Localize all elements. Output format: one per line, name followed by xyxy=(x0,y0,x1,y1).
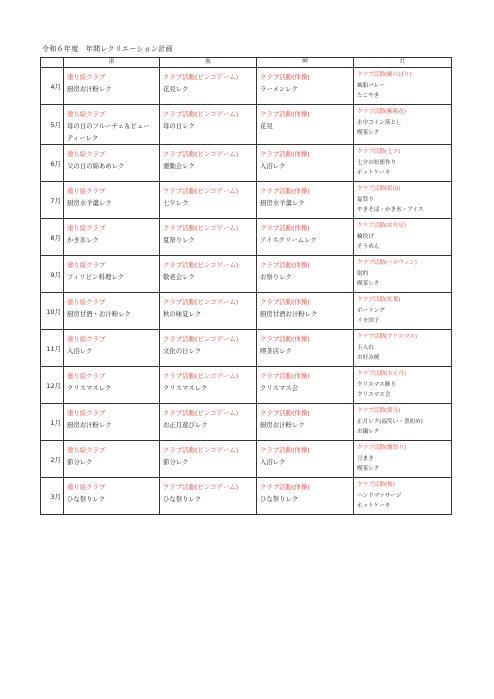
event-text: 敬老会レク xyxy=(163,273,195,281)
event-text: 喫茶店レク xyxy=(260,347,292,355)
club-activity-text: クラブ活動(ビンゴゲーム) xyxy=(163,187,239,195)
plan-cell-c3 xyxy=(257,182,354,219)
club-activity-text: クラブ活動(体操) xyxy=(260,150,310,158)
event-text: フィリピン料理レク xyxy=(67,273,124,281)
club-activity-text: 塗り絵クラブ xyxy=(67,335,106,343)
cell-content xyxy=(257,441,353,468)
event-text: ラーメンレク xyxy=(260,85,298,93)
event-text: 喫茶レク xyxy=(357,281,380,287)
club-activity-text: 塗り絵クラブ xyxy=(67,73,106,81)
event-text: 七夕の短冊作り xyxy=(357,159,397,166)
month-label: 6月 xyxy=(41,145,64,182)
event-text: ひな祭りレク xyxy=(163,495,202,503)
plan-cell-c1 xyxy=(64,293,160,330)
event-text: 厨房お汁粉レク xyxy=(67,85,112,93)
table-row xyxy=(41,293,452,330)
recreation-plan-table xyxy=(40,57,452,515)
event-text: お正月遊びレク xyxy=(163,421,208,429)
event-text: 入浴レク xyxy=(67,347,93,355)
plan-cell-c3 xyxy=(257,219,354,256)
cell-content xyxy=(64,330,159,357)
plan-cell-c3 xyxy=(257,330,354,367)
club-activity-text: クラブ活動(糖のぼり) xyxy=(357,72,412,78)
cell-content xyxy=(257,145,353,172)
table-row xyxy=(41,367,452,404)
event-text: 厨房甘酒お汁粉レク xyxy=(260,310,318,318)
plan-cell-c1 xyxy=(64,182,160,219)
month-label: 4月 xyxy=(41,68,64,105)
plan-cell-c4 xyxy=(354,145,452,182)
cell-content xyxy=(64,68,159,95)
header-wataru: 航 xyxy=(160,58,257,68)
month-label: 12月 xyxy=(41,367,64,404)
event-text: 厨房お汁粉レク xyxy=(67,421,112,429)
event-text: 風船バレー xyxy=(357,82,385,89)
event-text: 豆まき xyxy=(357,455,374,462)
event-text: 夏祭り xyxy=(357,196,374,203)
table-row xyxy=(41,182,452,219)
table-row xyxy=(41,219,452,256)
club-activity-text: クラブ活動(ビンゴゲーム) xyxy=(163,409,239,417)
plan-cell-c4 xyxy=(354,182,452,219)
event-text: 秋の味覚レク xyxy=(163,310,202,318)
event-text: ホットケーキ xyxy=(357,503,391,509)
plan-cell-c2 xyxy=(160,293,257,330)
cell-content xyxy=(354,478,451,512)
header-corner xyxy=(41,58,64,68)
event-text: かき氷レク xyxy=(67,236,99,244)
event-text: 花見レク xyxy=(163,85,189,93)
plan-cell-c4 xyxy=(354,404,452,441)
event-text: 文化の日レク xyxy=(163,347,202,355)
cell-content xyxy=(257,68,353,95)
plan-cell-c3 xyxy=(257,478,354,515)
cell-content xyxy=(64,367,159,394)
club-activity-text: 塗り絵クラブ xyxy=(67,409,106,417)
event-text: 節分レク xyxy=(67,458,93,466)
event-text: ティーレク xyxy=(67,134,99,142)
event-text: 節分レク xyxy=(163,458,189,466)
cell-content xyxy=(354,145,451,179)
event-text: ハンドマッサージ xyxy=(357,492,402,499)
club-activity-text: 塗り絵クラブ xyxy=(67,187,106,195)
club-activity-text: クラブ活動(お正月) xyxy=(357,371,407,377)
event-text: 喫茶レク xyxy=(357,466,380,472)
event-text: アイスクリームレク xyxy=(260,236,317,244)
event-text: クリスマス会 xyxy=(357,392,391,398)
table-row xyxy=(41,404,452,441)
cell-content xyxy=(160,367,256,394)
event-text: 水中コイン落とし xyxy=(357,119,402,126)
event-text: 正月レク(福笑い・書初め) xyxy=(357,418,423,425)
club-activity-text: クラブ活動(体操) xyxy=(260,483,310,491)
plan-cell-c2 xyxy=(160,478,257,515)
cell-content xyxy=(160,68,256,95)
plan-cell-c4 xyxy=(354,219,452,256)
plan-cell-c3 xyxy=(257,256,354,293)
club-activity-text: クラブ活動(ビンゴゲーム) xyxy=(163,446,239,454)
club-activity-text: 塗り絵クラブ xyxy=(67,372,106,380)
plan-cell-c1 xyxy=(64,330,160,367)
cell-content xyxy=(354,68,451,102)
event-text: お好み焼 xyxy=(357,355,380,361)
cell-content xyxy=(257,478,353,505)
cell-content xyxy=(354,219,451,253)
club-activity-text: クラブ活動(ビンゴゲーム) xyxy=(163,150,239,158)
event-text: ホットケーキ xyxy=(357,170,391,176)
plan-cell-c3 xyxy=(257,105,354,145)
plan-cell-c4 xyxy=(354,441,452,478)
cell-content xyxy=(64,478,159,505)
event-text: クリスマスレク xyxy=(67,384,112,392)
club-activity-text: クラブ活動(体操) xyxy=(260,335,310,343)
cell-content xyxy=(160,105,256,132)
plan-cell-c2 xyxy=(160,219,257,256)
event-text: 厨房お汁粉レク xyxy=(260,421,305,429)
cell-content xyxy=(160,441,256,468)
club-activity-text: 塗り絵クラブ xyxy=(67,298,106,306)
club-activity-text: クラブ活動(体操) xyxy=(260,73,310,81)
table-row xyxy=(41,145,452,182)
cell-content xyxy=(160,256,256,283)
plan-cell-c3 xyxy=(257,441,354,478)
club-activity-text: 塗り絵クラブ xyxy=(67,150,106,158)
event-text: クリスマス飾り xyxy=(357,381,396,388)
club-activity-text: クラブ活動(ビンゴゲーム) xyxy=(163,372,239,380)
plan-cell-c4 xyxy=(354,293,452,330)
month-label: 3月 xyxy=(41,478,64,515)
event-text: 運動会レク xyxy=(163,162,195,170)
club-activity-text: クラブ活動(絹扇) xyxy=(357,186,401,192)
plan-cell-c1 xyxy=(64,145,160,182)
event-text: 射的 xyxy=(357,270,369,277)
event-text: 厨房水羊羹レク xyxy=(260,199,305,207)
plan-cell-c1 xyxy=(64,219,160,256)
cell-content xyxy=(257,330,353,357)
plan-cell-c1 xyxy=(64,478,160,515)
cell-content xyxy=(257,367,353,394)
plan-cell-c4 xyxy=(354,478,452,515)
plan-cell-c2 xyxy=(160,68,257,105)
event-text: たこやき xyxy=(357,93,380,99)
cell-content xyxy=(354,293,451,327)
plan-cell-c2 xyxy=(160,105,257,145)
event-text: クリスマスレク xyxy=(163,384,208,392)
cell-content xyxy=(257,182,353,209)
header-akari: 灯 xyxy=(354,58,452,68)
club-activity-text: クラブ活動(体操) xyxy=(260,446,310,454)
plan-cell-c3 xyxy=(257,293,354,330)
cell-content xyxy=(64,219,159,246)
month-label: 2月 xyxy=(41,441,64,478)
plan-cell-c3 xyxy=(257,68,354,105)
event-text: やきそば・かき氷・アイス xyxy=(357,207,424,213)
club-activity-text: クラブ活動(お月見) xyxy=(357,223,407,229)
cell-content xyxy=(160,404,256,431)
header-row xyxy=(41,58,452,68)
club-activity-text: 塗り絵クラブ xyxy=(67,110,106,118)
month-label: 10月 xyxy=(41,293,64,330)
club-activity-text: クラブ活動(ビンゴゲーム) xyxy=(163,298,239,306)
club-activity-text: クラブ活動(体操) xyxy=(260,409,310,417)
plan-cell-c1 xyxy=(64,367,160,404)
plan-cell-c1 xyxy=(64,105,160,145)
month-label: 5月 xyxy=(41,105,64,145)
club-activity-text: クラブ活動(クリスマス) xyxy=(357,334,418,340)
plan-cell-c2 xyxy=(160,441,257,478)
plan-cell-c1 xyxy=(64,68,160,105)
event-text: ひな祭りレク xyxy=(260,495,299,503)
document-title: 令和６年度 年間レクリエーション計画 xyxy=(42,45,173,53)
plan-cell-c2 xyxy=(160,330,257,367)
club-activity-text: クラブ活動(ビンゴゲーム) xyxy=(163,224,239,232)
event-text: 厨房甘酒・お汁粉レク xyxy=(67,310,131,318)
plan-cell-c2 xyxy=(160,182,257,219)
club-activity-text: クラブ活動(ビンゴゲーム) xyxy=(163,110,239,118)
cell-content xyxy=(64,293,159,320)
cell-content xyxy=(160,182,256,209)
event-text: 輪投げ xyxy=(357,233,374,240)
cell-content xyxy=(354,404,451,438)
cell-content xyxy=(257,256,353,283)
event-text: お祭りレク xyxy=(260,273,292,281)
month-label: 8月 xyxy=(41,219,64,256)
cell-content xyxy=(160,219,256,246)
plan-cell-c1 xyxy=(64,441,160,478)
event-text: ボーリング xyxy=(357,307,385,314)
club-activity-text: クラブ活動(体操) xyxy=(260,187,310,195)
cell-content xyxy=(354,182,451,216)
club-activity-text: クラブ活動(桜) xyxy=(357,482,395,488)
event-text: イモ団子 xyxy=(357,318,380,324)
club-activity-text: クラブ活動(ビンゴゲーム) xyxy=(163,335,239,343)
club-activity-text: 塗り絵クラブ xyxy=(67,446,106,454)
club-activity-text: クラブ活動(体操) xyxy=(260,224,310,232)
event-text: ひな祭りレク xyxy=(67,495,106,503)
cell-content xyxy=(257,105,353,132)
month-label: 9月 xyxy=(41,256,64,293)
plan-cell-c2 xyxy=(160,404,257,441)
plan-cell-c2 xyxy=(160,367,257,404)
event-text: そうめん xyxy=(357,244,380,250)
cell-content xyxy=(64,404,159,431)
club-activity-text: クラブ活動(紫陽花) xyxy=(357,109,407,115)
month-label: 1月 xyxy=(41,404,64,441)
table-row xyxy=(41,105,452,145)
cell-content xyxy=(160,293,256,320)
club-activity-text: クラブ活動(体操) xyxy=(260,298,310,306)
plan-cell-c1 xyxy=(64,404,160,441)
cell-content xyxy=(64,256,159,283)
plan-cell-c1 xyxy=(64,256,160,293)
cell-content xyxy=(160,478,256,505)
event-text: クリスマス会 xyxy=(260,384,299,392)
club-activity-text: 塗り絵クラブ xyxy=(67,261,106,269)
plan-cell-c2 xyxy=(160,256,257,293)
cell-content xyxy=(64,441,159,468)
plan-cell-c3 xyxy=(257,367,354,404)
club-activity-text: クラブ活動(ビンゴゲーム) xyxy=(163,483,239,491)
club-activity-text: クラブ活動(体操) xyxy=(260,261,310,269)
cell-content xyxy=(257,404,353,431)
club-activity-text: 塗り絵クラブ xyxy=(67,224,106,232)
event-text: 父の日の綿あめレク xyxy=(67,162,125,170)
cell-content xyxy=(257,293,353,320)
cell-content xyxy=(354,256,451,290)
event-text: 入浴レク xyxy=(260,162,286,170)
event-text: 厨房水羊羹レク xyxy=(67,199,112,207)
table-row xyxy=(41,441,452,478)
event-text: 花見 xyxy=(260,122,273,130)
club-activity-text: クラブ活動(ビンゴゲーム) xyxy=(163,73,239,81)
cell-content xyxy=(354,105,451,139)
cell-content xyxy=(64,145,159,172)
cell-content xyxy=(354,330,451,364)
cell-content xyxy=(64,105,159,144)
club-activity-text: クラブ活動(節分) xyxy=(357,408,401,414)
table-row xyxy=(41,330,452,367)
cell-content xyxy=(257,219,353,246)
header-misaki: 岬 xyxy=(257,58,354,68)
table-row xyxy=(41,478,452,515)
club-activity-text: クラブ活動(雛祭り) xyxy=(357,445,407,451)
club-activity-text: クラブ活動(体操) xyxy=(260,110,310,118)
event-text: 夏祭りレク xyxy=(163,236,195,244)
club-activity-text: クラブ活動(七夕) xyxy=(357,149,401,155)
cell-content xyxy=(354,441,451,475)
header-nagisa: 渚 xyxy=(64,58,160,68)
cell-content xyxy=(64,182,159,209)
club-activity-text: クラブ活動(紅葉) xyxy=(357,297,401,303)
club-activity-text: クラブ活動(ビンゴゲーム) xyxy=(163,261,239,269)
plan-cell-c3 xyxy=(257,404,354,441)
club-activity-text: 塗り絵クラブ xyxy=(67,483,106,491)
cell-content xyxy=(160,330,256,357)
event-text: 玉入れ xyxy=(357,344,374,351)
plan-cell-c4 xyxy=(354,330,452,367)
event-text: 母の日レク xyxy=(163,122,195,130)
plan-cell-c4 xyxy=(354,105,452,145)
plan-cell-c4 xyxy=(354,68,452,105)
cell-content xyxy=(160,145,256,172)
table-row xyxy=(41,256,452,293)
table-row xyxy=(41,68,452,105)
event-text: 七夕レク xyxy=(163,199,189,207)
club-activity-text: クラブ活動(ハロウィン) xyxy=(357,260,417,266)
month-label: 7月 xyxy=(41,182,64,219)
event-text: 喫茶レク xyxy=(357,130,380,136)
plan-cell-c3 xyxy=(257,145,354,182)
event-text: お鍋レク xyxy=(357,429,380,435)
event-text: 母の日のフルーチェ＆ビュー xyxy=(67,122,150,130)
plan-cell-c4 xyxy=(354,256,452,293)
club-activity-text: クラブ活動(体操) xyxy=(260,372,310,380)
cell-content xyxy=(354,367,451,401)
plan-cell-c4 xyxy=(354,367,452,404)
event-text: 入浴レク xyxy=(260,458,286,466)
month-label: 11月 xyxy=(41,330,64,367)
plan-cell-c2 xyxy=(160,145,257,182)
